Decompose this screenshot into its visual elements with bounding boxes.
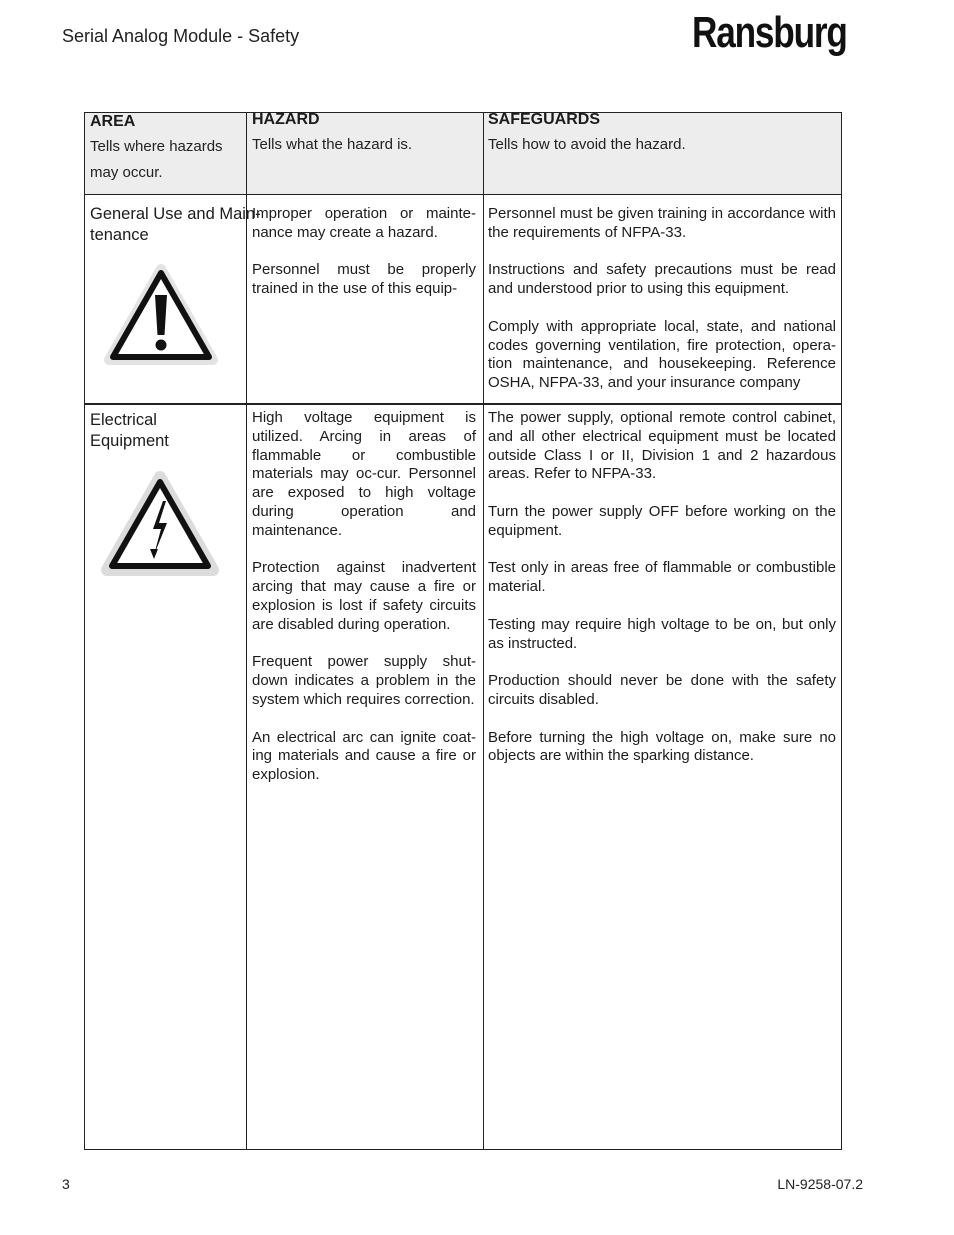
safeguard-paragraph: The power supply, optional remote control cabinet, and all other electrical equipment must be located outside Class I or II, Division 1 and 2 hazardous areas. Refer to NFPA-33.	[488, 409, 836, 483]
hazard-text	[252, 409, 476, 804]
hazard-paragraph: Frequent power supply shut-down indicates a problem in the system which requires correction.	[252, 653, 476, 708]
safeguard-paragraph: Test only in areas free of flammable or combustible material.	[488, 559, 836, 596]
header-title-area: AREA	[90, 113, 136, 130]
area-label: General Use and Main-tenance	[90, 205, 261, 244]
header-desc-safeguards: Tells how to avoid the hazard.	[488, 136, 686, 153]
header-cell-hazard	[252, 111, 477, 158]
hazard-paragraph: Personnel must be properly trained in the use of this equip-	[252, 261, 476, 298]
hazard-paragraph: High voltage equipment is utilized. Arcing in areas of flammable or combustible materials may oc-cur. Personnel are exposed to high voltage during operation and maintenance.	[252, 409, 476, 539]
safeguard-paragraph: Personnel must be given training in accordance with the requirements of NFPA-33.	[488, 205, 836, 241]
hazard-text	[252, 205, 476, 318]
safeguard-paragraph: Turn the power supply OFF before working on the equipment.	[488, 502, 836, 539]
table-row	[85, 405, 841, 1145]
warning-exclamation-icon	[103, 263, 219, 367]
header-cell-area	[90, 113, 240, 186]
safeguard-paragraph: Before turning the high voltage on, make sure no objects are within the sparking distance.	[488, 728, 836, 765]
document-id: LN-9258-07.2	[777, 1176, 863, 1192]
safeguards-text	[488, 205, 836, 403]
table-row	[85, 195, 841, 403]
safeguard-paragraph: Production should never be done with the safety circuits disabled.	[488, 672, 836, 708]
safeguards-text	[488, 409, 836, 785]
header-title-safeguards: SAFEGUARDS	[488, 111, 601, 128]
header-title-hazard: HAZARD	[252, 111, 320, 128]
page-number: 3	[62, 1176, 70, 1192]
high-voltage-icon	[101, 471, 219, 577]
header-desc-area: Tells where hazards may occur.	[90, 138, 223, 181]
area-label: Electrical Equipment	[90, 411, 169, 450]
hazard-paragraph: Protection against inadvertent arcing that may cause a fire or explosion is lost if safety circuits are disabled during operation.	[252, 559, 476, 633]
header-desc-hazard: Tells what the hazard is.	[252, 136, 413, 153]
header-cell-safeguards	[488, 111, 836, 158]
hazard-paragraph: Improper operation or mainte-nance may create a hazard.	[252, 205, 476, 241]
safeguard-paragraph: Comply with appropriate local, state, and national codes governing ventilation, fire protection, opera-tion maintenance, and housekeeping. Reference OSHA, NFPA-33, and your insurance company	[488, 317, 836, 392]
brand-logo: Ransburg	[692, 8, 847, 57]
page-title: Serial Analog Module - Safety	[62, 26, 300, 46]
safeguard-paragraph: Instructions and safety precautions must be read and understood prior to using this equipment.	[488, 261, 836, 298]
hazard-paragraph: An electrical arc can ignite coat-ing materials and cause a fire or explosion.	[252, 728, 476, 784]
safeguard-paragraph: Testing may require high voltage to be on, but only as instructed.	[488, 615, 836, 652]
safety-table	[84, 112, 842, 1150]
